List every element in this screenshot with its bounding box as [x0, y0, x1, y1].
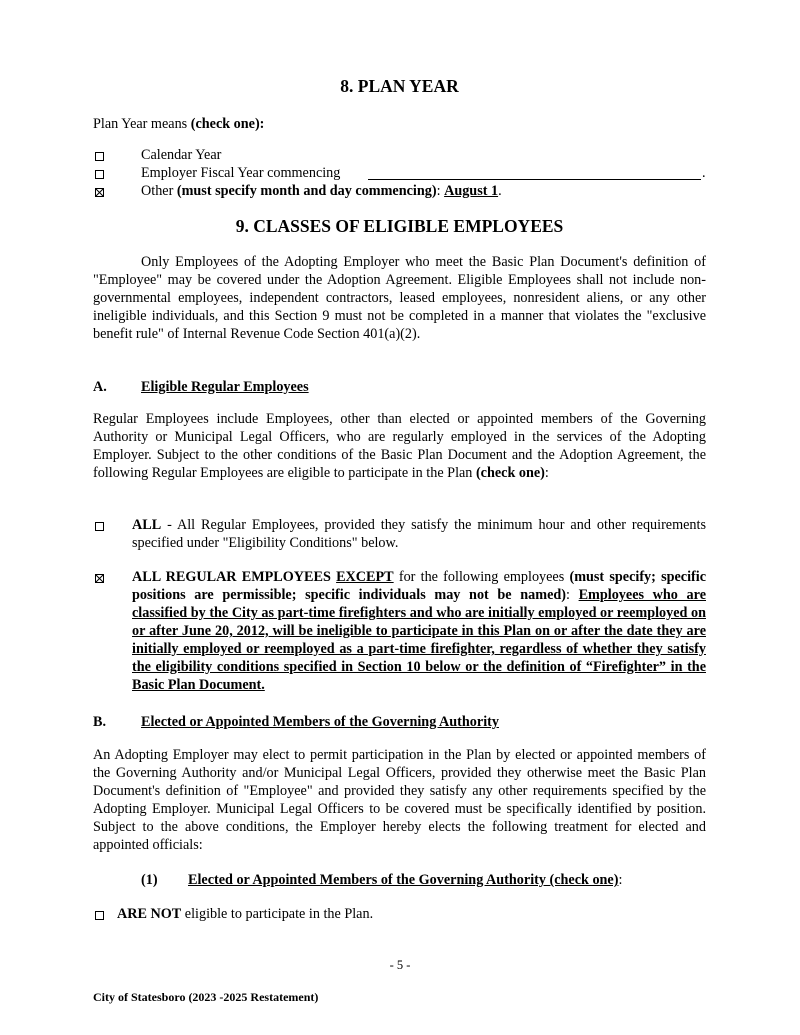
- section-8-heading: 8. PLAN YEAR: [340, 76, 459, 96]
- calendar-year-checkbox[interactable]: [95, 152, 104, 161]
- sub-a-letter: A.: [93, 379, 107, 395]
- item-1-title: Elected or Appointed Members of the Governing Authority (check one):: [188, 872, 623, 888]
- fiscal-year-label: Employer Fiscal Year commencing: [141, 165, 341, 181]
- page-number: - 5 -: [389, 958, 411, 972]
- fiscal-year-period: .: [702, 165, 706, 181]
- plan-year-value: August 1: [444, 183, 499, 199]
- section-9-intro-paragraph: Only Employees of the Adopting Employer who meet the Basic Plan Document's definition of "Employee" may be covered under the Adoption Agreement. Eligible Employees shall not include non-governmental employees, independent contractors, leased employees, nonresident aliens, or any other ineligible individuals, and this Section 9 must not be completed in a manner that violates the "exclusive benefit rule" of Internal Revenue Code Section 401(a)(2).: [93, 254, 706, 342]
- sub-b-letter: B.: [93, 714, 107, 730]
- are-not-eligible-option: ARE NOT eligible to participate in the Plan.: [117, 906, 374, 922]
- fiscal-year-checkbox[interactable]: [95, 170, 104, 179]
- are-not-eligible-checkbox[interactable]: [95, 911, 104, 920]
- sub-a-paragraph: Regular Employees include Employees, other than elected or appointed members of the Governing Authority or Municipal Legal Officers, who are regularly employed in the services of the Adopting Employer. Subject to the other conditions of the Basic Plan Document and the Adoption Agreement, the following Regular Employees are eligible to participate in the Plan (check one):: [93, 411, 706, 481]
- item-1-number: (1): [141, 872, 158, 888]
- excluded-employees-answer: Employees who are classified by the City as part-time firefighters and who are initially employed or reemployed on or after June 20, 2012, will be ineligible to participate in this Plan on or after the date they are initially employed or reemployed as a part-time firefighter, regardless of whether they satisfy the eligibility conditions specified in Section 10 below or the definition of “Firefighter” in the Basic Plan Document.: [132, 587, 706, 693]
- plan-year-intro: Plan Year means (check one):: [93, 116, 265, 132]
- document-footer: City of Statesboro (2023 -2025 Restatement): [93, 990, 319, 1004]
- other-checkbox[interactable]: [95, 188, 104, 197]
- sub-b-paragraph: An Adopting Employer may elect to permit participation in the Plan by elected or appointed members of the Governing Authority and/or Municipal Legal Officers, provided they otherwise meet the Basic Plan Document's definition of "Employee" and provided they satisfy any other requirements specified by the Adopting Employer. Municipal Legal Officers to be covered must be specifically identified by position. Subject to the above conditions, the Employer hereby elects the following treatment for elected and appointed officials:: [93, 747, 706, 853]
- all-regular-checkbox[interactable]: [95, 522, 104, 531]
- calendar-year-label: Calendar Year: [141, 147, 222, 163]
- all-except-checkbox[interactable]: [95, 574, 104, 583]
- other-option: Other (must specify month and day commencing): August 1.: [141, 183, 502, 199]
- sub-b-title: Elected or Appointed Members of the Governing Authority: [141, 714, 499, 730]
- fiscal-year-blank-line[interactable]: [368, 179, 701, 180]
- sub-a-title: Eligible Regular Employees: [141, 379, 309, 395]
- all-regular-option: ALL - All Regular Employees, provided they satisfy the minimum hour and other requirements specified under "Eligibility Conditions" below.: [132, 517, 706, 551]
- section-9-heading: 9. CLASSES OF ELIGIBLE EMPLOYEES: [235, 216, 564, 236]
- all-except-option: ALL REGULAR EMPLOYEES EXCEPT for the following employees (must specify; specific positions are permissible; specific individuals may not be named): Employees who are classified by the City as part-time firefighters and who are initially employed or reemployed on or after June 20, 2012, will be ineligible to participate in this Plan on or after the date they are initially employed or reemployed as a part-time firefighter, regardless of whether they satisfy the eligibility conditions specified in Section 10 below or the definition of “Firefighter” in the Basic Plan Document.: [132, 569, 706, 693]
